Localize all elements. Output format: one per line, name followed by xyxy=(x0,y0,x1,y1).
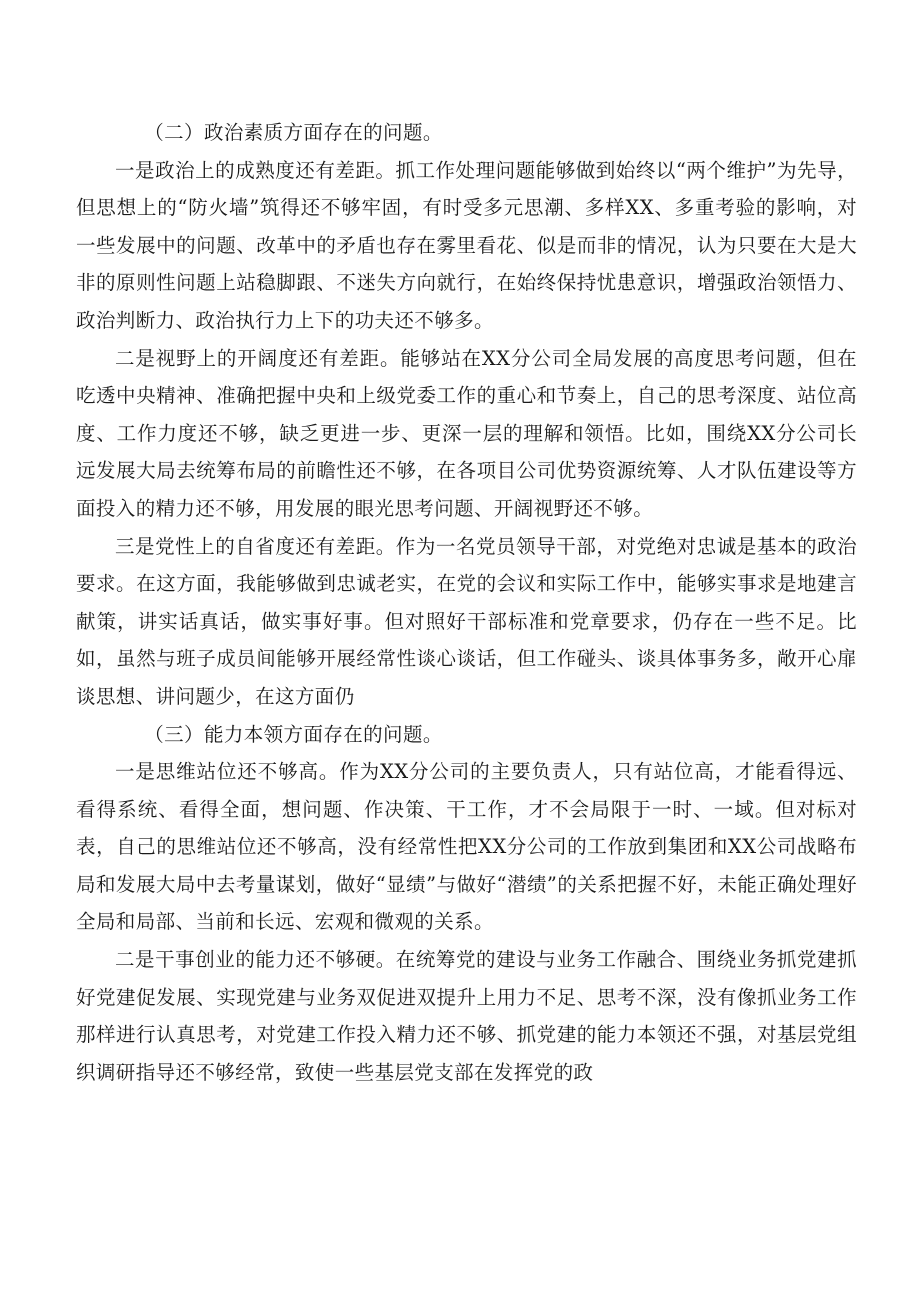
section-heading-ability: （三）能力本领方面存在的问题。 xyxy=(144,722,443,746)
section-heading-political-quality: （二）政治素质方面存在的问题。 xyxy=(144,121,443,144)
document-body xyxy=(76,114,857,1091)
paragraph-entrepreneurial-ability: 二是干事创业的能力还不够硬。在统筹党的建设与业务工作融合、围绕业务抓党建抓好党建促发展、实现党建与业务双促进双提升上用力不足、思考不深，没有像抓业务工作那样进行认真思考，对党建工作投入精力还不够、抓党建的能力本领还不强，对基层党组织调研指导还不够经常，致使一些基层党支部在发挥党的政 xyxy=(76,948,857,1084)
paragraph-political-maturity: 一是政治上的成熟度还有差距。抓工作处理问题能够做到始终以“两个维护”为先导，但思想上的“防火墙”筑得还不够牢固，有时受多元思潮、多样XX、多重考验的影响，对一些发展中的问题、改革中的矛盾也存在雾里看花、似是而非的情况，认为只要在大是大非的原则性问题上站稳脚跟、不迷失方向就行，在始终保持忧患意识，增强政治领悟力、政治判断力、政治执行力上下的功夫还不够多。 xyxy=(76,158,857,332)
paragraph-party-self-reflection: 三是党性上的自省度还有差距。作为一名党员领导干部，对党绝对忠诚是基本的政治要求。在这方面，我能够做到忠诚老实，在党的会议和实际工作中，能够实事求是地建言献策，讲实话真话，做实事好事。但对照好干部标准和党章要求，仍存在一些不足。比如，虽然与班子成员间能够开展经常性谈心谈话，但工作碰头、谈具体事务多，敞开心扉谈思想、讲问题少，在这方面仍 xyxy=(76,534,857,708)
paragraph-thinking-position: 一是思维站位还不够高。作为XX分公司的主要负责人，只有站位高，才能看得远、看得系统、看得全面，想问题、作决策、干工作，才不会局限于一时、一域。但对标对表，自己的思维站位还不够高，没有经常性把XX分公司的工作放到集团和XX公司战略布局和发展大局中去考量谋划，做好“显绩”与做好“潜绩”的关系把握不好，未能正确处理好全局和局部、当前和长远、宏观和微观的关系。 xyxy=(76,760,857,934)
paragraph-vision-breadth: 二是视野上的开阔度还有差距。能够站在XX分公司全局发展的高度思考问题，但在吃透中央精神、准确把握中央和上级党委工作的重心和节奏上，自己的思考深度、站位高度、工作力度还不够，缺乏更进一步、更深一层的理解和领悟。比如，围绕XX分公司长远发展大局去统筹布局的前瞻性还不够，在各项目公司优势资源统筹、人才队伍建设等方面投入的精力还不够，用发展的眼光思考问题、开阔视野还不够。 xyxy=(76,346,857,520)
